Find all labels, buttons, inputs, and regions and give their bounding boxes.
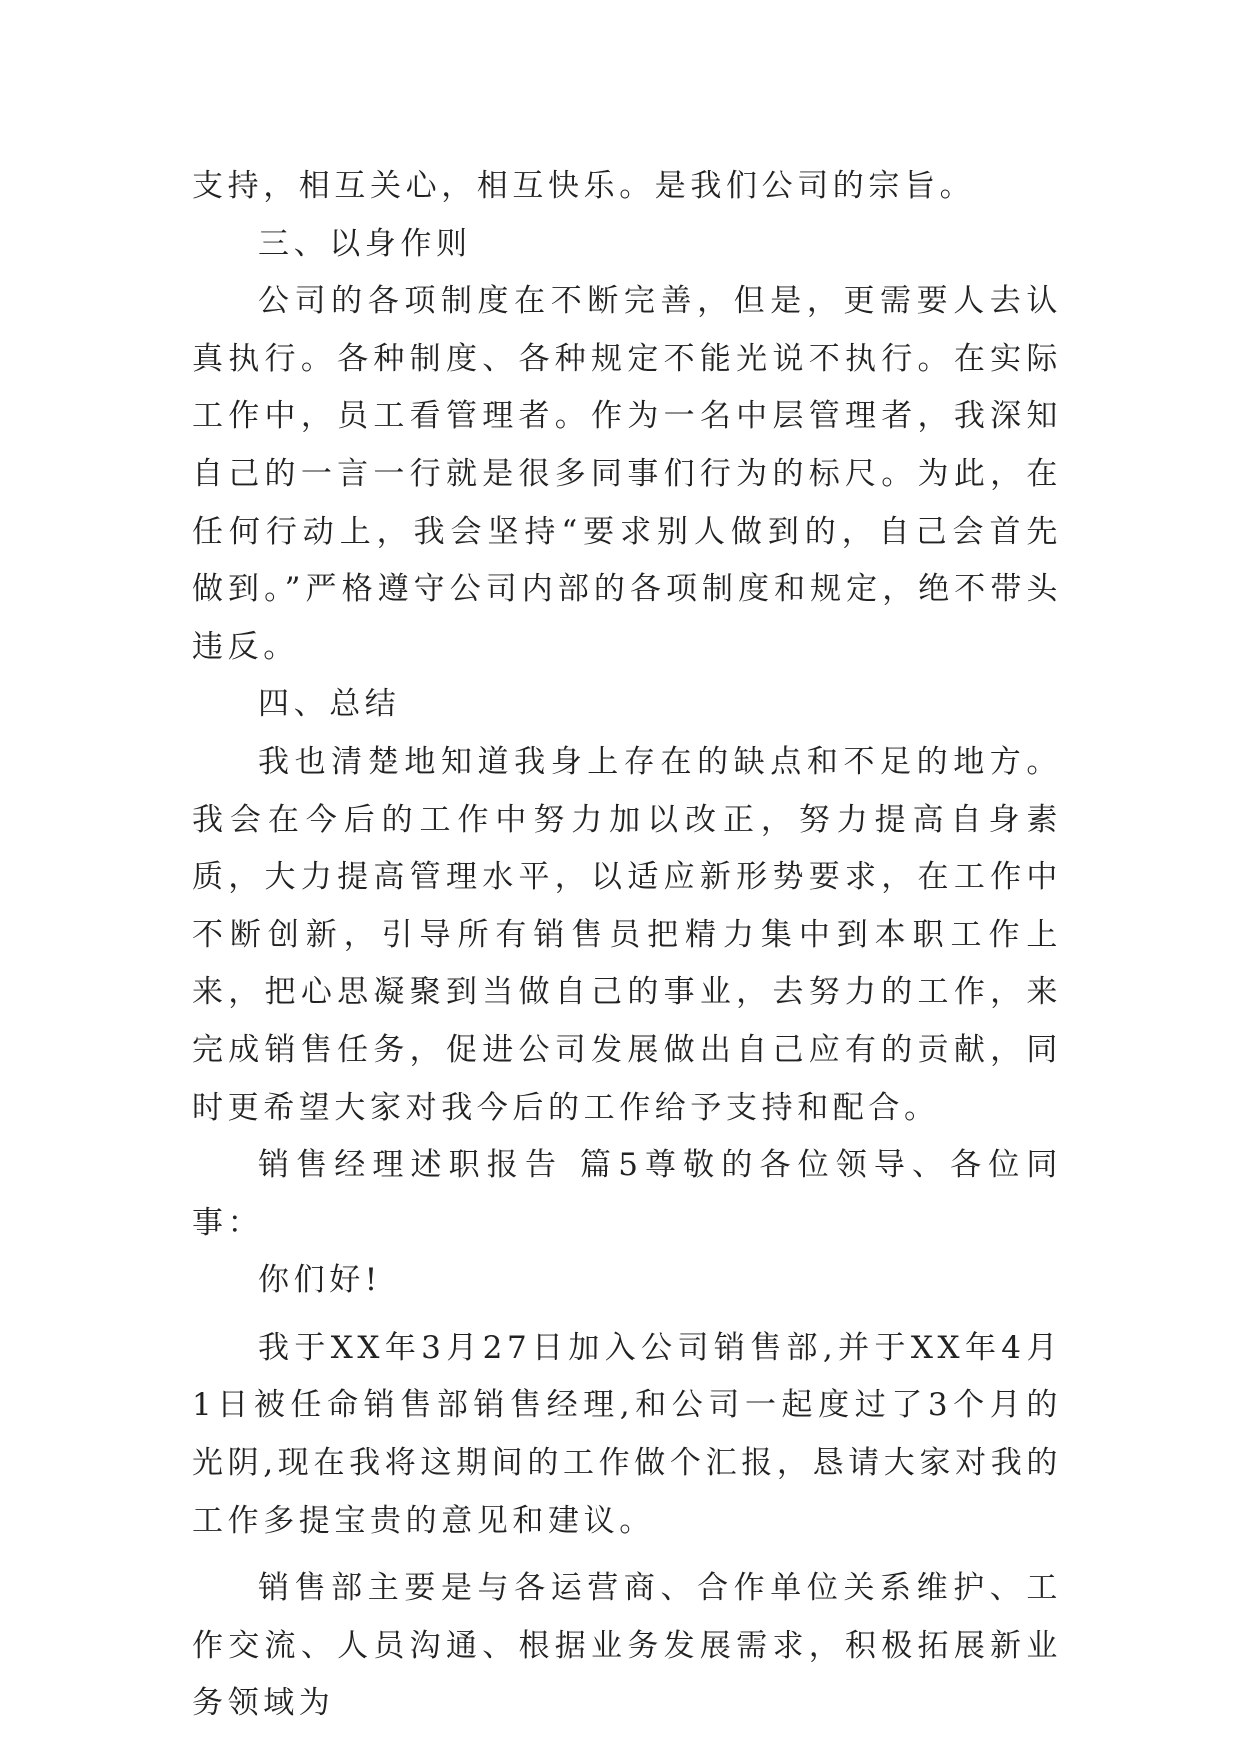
heading-section-4: 四、总结 xyxy=(258,686,401,723)
greeting-line: 你们好! xyxy=(258,1262,382,1299)
heading-section-3: 三、以身作则 xyxy=(258,225,472,262)
paragraph-sales-dept: 销售部主要是与各运营商、合作单位关系维护、工作交流、人员沟通、根据业务发展需求，积极拓展新业务领域为 xyxy=(192,1570,1062,1722)
paragraph-continuation: 支持，相互关心，相互快乐。是我们公司的宗旨。 xyxy=(192,168,976,204)
report-title-line: 销售经理述职报告 篇5尊敬的各位领导、各位同事： xyxy=(192,1147,1062,1241)
paragraph-intro: 我于XX年3月27日加入公司销售部,并于XX年4月1日被任命销售部销售经理,和公司一起度过了3个月的光阴,现在我将这期间的工作做个汇报，恳请大家对我的工作多提宝贵的意见和建议。 xyxy=(192,1329,1062,1539)
paragraph-lead-by-example: 公司的各项制度在不断完善，但是，更需要人去认真执行。各种制度、各种规定不能光说不执行。在实际工作中，员工看管理者。作为一名中层管理者，我深知自己的一言一行就是很多同事们行为的标尺。为此，在任何行动上，我会坚持“要求别人做到的，自己会首先做到。”严格遵守公司内部的各项制度和规定，绝不带头违反。 xyxy=(192,283,1062,665)
paragraph-summary: 我也清楚地知道我身上存在的缺点和不足的地方。我会在今后的工作中努力加以改正，努力提高自身素质，大力提高管理水平，以适应新形势要求，在工作中不断创新，引导所有销售员把精力集中到本职工作上来，把心思凝聚到当做自己的事业，去努力的工作，来完成销售任务，促进公司发展做出自己应有的贡献，同时更希望大家对我今后的工作给予支持和配合。 xyxy=(192,743,1062,1126)
document-body xyxy=(192,158,1062,1733)
